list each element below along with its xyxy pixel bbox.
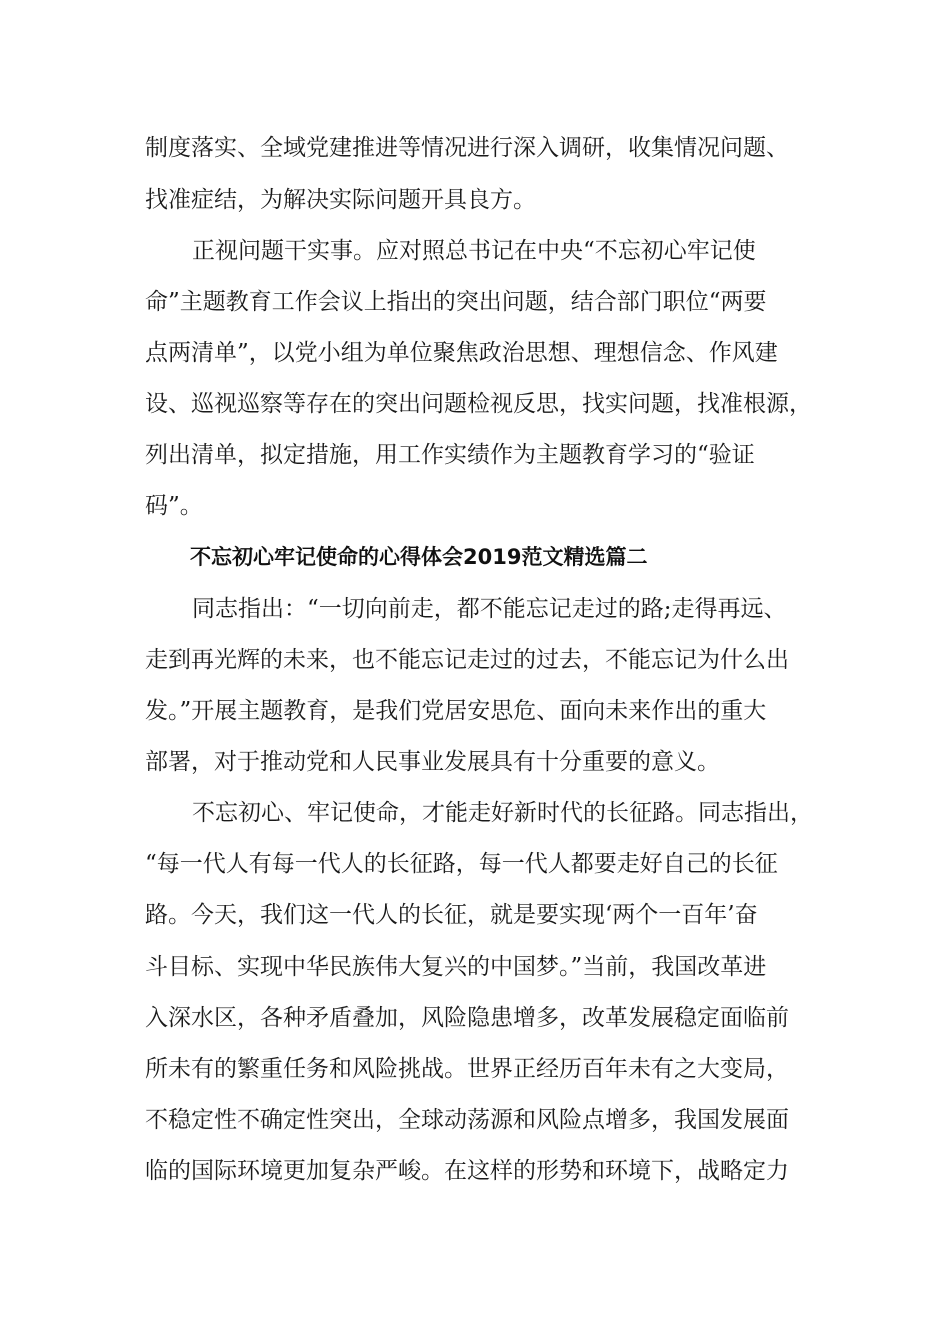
text-line-12: 发。”开展主题教育，是我们党居安思危、面向未来作出的重大	[145, 698, 767, 724]
section-heading: 不忘初心牢记使命的心得体会2019范文精选篇二	[190, 545, 648, 569]
text-line-3: 正视问题干实事。应对照总书记在中央“不忘初心牢记使	[192, 238, 756, 264]
text-line-6: 设、巡视巡察等存在的突出问题检视反思，找实问题，找准根源，	[145, 391, 812, 417]
text-line-16: 路。今天，我们这一代人的长征，就是要实现‘两个一百年’奋	[145, 902, 758, 928]
text-line-11: 走到再光辉的未来，也不能忘记走过的过去，不能忘记为什么出	[145, 647, 789, 673]
text-line-4: 命”主题教育工作会议上指出的突出问题，结合部门职位“两要	[145, 289, 767, 315]
text-line-17: 斗目标、实现中华民族伟大复兴的中国梦。”当前，我国改革进	[145, 954, 767, 980]
text-line-2: 找准症结，为解决实际问题开具良方。	[145, 187, 536, 213]
text-line-13: 部署，对于推动党和人民事业发展具有十分重要的意义。	[145, 749, 720, 775]
text-line-18: 入深水区，各种矛盾叠加，风险隐患增多，改革发展稳定面临前	[145, 1005, 789, 1031]
text-line-5: 点两清单”，以党小组为单位聚焦政治思想、理想信念、作风建	[145, 340, 778, 366]
text-line-1: 制度落实、全域党建推进等情况进行深入调研，收集情况问题、	[145, 135, 789, 161]
text-line-8: 码”。	[145, 493, 203, 519]
text-line-14: 不忘初心、牢记使命，才能走好新时代的长征路。同志指出，	[192, 800, 813, 826]
text-line-21: 临的国际环境更加复杂严峻。在这样的形势和环境下，战略定力	[145, 1158, 789, 1184]
text-line-19: 所未有的繁重任务和风险挑战。世界正经历百年未有之大变局，	[145, 1056, 789, 1082]
text-line-10: 同志指出：“一切向前走，都不能忘记走过的路;走得再远、	[192, 596, 787, 622]
text-line-20: 不稳定性不确定性突出，全球动荡源和风险点增多，我国发展面	[145, 1107, 789, 1133]
text-line-15: “每一代人有每一代人的长征路，每一代人都要走好自己的长征	[145, 851, 778, 877]
text-line-7: 列出清单，拟定措施，用工作实绩作为主题教育学习的“验证	[145, 442, 755, 468]
